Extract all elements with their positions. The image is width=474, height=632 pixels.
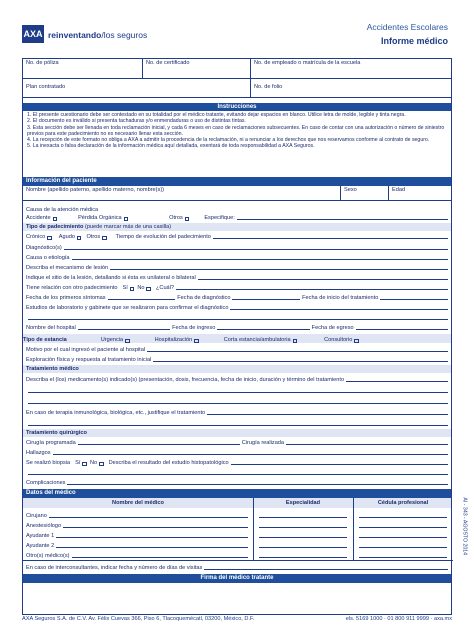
cirugia-programada-input[interactable] [78,444,240,445]
estudios-line-2 [26,312,450,321]
medicamentos-input[interactable] [346,381,448,382]
medico-row-otros [26,550,250,559]
edad-field[interactable] [389,186,453,200]
role-ayudante2: Ayudante 2 [26,543,55,549]
fecha-ingreso-input[interactable] [217,329,309,330]
anestesiologo-input[interactable] [63,527,248,528]
corta-label: Corta estancia/ambulatoria [223,337,291,343]
fecha-sintomas-label: Fecha de los primeros síntomas [26,295,106,301]
hospital-line [26,322,450,331]
hospital-label: Nombre del hospital [26,325,76,331]
biopsia-si-checkbox[interactable] [82,462,87,467]
ced-input-4[interactable] [359,547,447,548]
sitio-line [26,272,450,281]
causa-etiologia-label: Causa o etiología [26,255,70,261]
fecha-diagnostico-label: Fecha de diagnóstico [177,295,231,301]
inmunologica-label: En caso de terapia inmunológica, biológica, etc., justifique el tratamiento [26,410,206,416]
fecha-egreso-label: Fecha de egreso [311,325,354,331]
poliza-label: No. de póliza [26,60,59,66]
exploracion-label: Exploración física y respuesta al tratamiento inicial [26,357,152,363]
firma-band: Firma del médico tratante [23,574,451,583]
form-title: Accidentes Escolares [366,22,448,32]
consultorio-label: Consultorio [324,337,353,343]
certificado-field[interactable] [143,59,251,78]
axa-logo: AXA [22,25,44,43]
causa-label: Causa de la atención médica [26,207,99,213]
plan-field[interactable] [23,79,251,97]
histopatologico-input-2[interactable] [28,474,448,475]
exploracion-line [26,354,450,363]
motivo-input[interactable] [147,351,448,352]
medico-row-ayudante1 [26,530,250,539]
urgencia-checkbox[interactable] [125,339,130,344]
relacion-label: Tiene relación con otro padecimiento [26,285,118,291]
col-nombre-header: Nombre del médico [112,500,164,506]
tipo-padecimiento-note: (puede marcar más de una casilla) [84,224,172,230]
biopsia-line-2 [26,467,450,476]
certificado-label: No. de certificado [146,60,190,66]
ced-input-5[interactable] [359,557,447,558]
otros2-checkbox[interactable] [102,236,107,241]
hallazgos-input[interactable] [53,454,448,455]
relacion-no-checkbox[interactable] [146,287,151,292]
hospitalizacion-checkbox[interactable] [194,339,199,344]
cual-label: ¿Cuál? [155,285,175,291]
accidente-checkbox[interactable] [53,217,58,222]
plan-label: Plan contratado [26,84,66,90]
tipo-options [26,231,450,240]
form-subtitle: Informe médico [380,36,448,46]
especifique-input[interactable] [237,219,448,220]
medicamentos-line-3 [26,396,450,405]
medicamentos-label: Describa el (los) medicamento(s) indicado(s) (presentación, dosis, frecuencia, fecha de inicio, duración y término del tratamiento [26,377,345,383]
diagnostico-label: Diagnóstico(s) [26,245,62,251]
hospital-input[interactable] [78,329,170,330]
cronico-label: Crónico [26,234,46,240]
tiempo-label: Tiempo de evolución del padecimiento [115,234,211,240]
instrucciones-band: Instrucciones [23,103,451,111]
esp-input-5[interactable] [259,557,347,558]
fecha-diagnostico-input[interactable] [232,299,300,300]
otros-medicos-input[interactable] [72,557,248,558]
diagnostico-input[interactable] [64,249,448,250]
esp-input-3[interactable] [259,537,347,538]
hospitalizacion-label: Hospitalización [154,337,193,343]
interconsultantes-label: En caso de interconsultantes, indicar fecha y número de días de visitas [26,565,203,571]
cirugia-programada-label: Cirugía programada [26,440,76,446]
perdida-checkbox[interactable] [124,217,129,222]
corta-checkbox[interactable] [293,339,298,344]
folio-label: No. de folio [254,84,283,90]
hallazgos-line [26,447,450,456]
nombre-field[interactable] [23,186,341,200]
form-frame [22,58,452,615]
sitio-label: Indique el sitio de la lesión, detallando si ésta es unilateral o bilateral [26,275,196,281]
instruccion-4: 4. La recepción de este formato no obliga a AXA a admitir la procedencia de la reclamación, ni a renunciar a los derechos que nos reservamos conforme al contrato de seguro. [27,137,430,144]
cirugia-realizada-input[interactable] [286,444,448,445]
estudios-label: Estudios de laboratorio y gabinete que se realizaron para confirmar el diagnóstico [26,305,229,311]
nombre-row [23,186,451,201]
causa-etiologia-input[interactable] [72,259,448,260]
role-ayudante1: Ayudante 1 [26,533,55,539]
biopsia-label: Se realizó biopsia [26,460,71,466]
complicaciones-line [26,477,450,486]
esp-input-4[interactable] [259,547,347,548]
motivo-label: Motivo por el cual ingresó el paciente al hospital [26,347,146,353]
otros2-label: Otros [86,234,101,240]
col-especialidad-header: Especialidad [285,500,321,506]
role-anestesiologo: Anestesiólogo [26,523,62,529]
fechas-line [26,292,450,301]
empleado-field[interactable] [251,59,453,78]
medico-row-ayudante2 [26,540,250,549]
interconsultantes-input[interactable] [204,569,448,570]
perdida-label: Pérdida Orgánica [78,215,122,221]
form-code: AI - 343 - AGOSTO 2014 [462,497,468,555]
sexo-label: Sexo [344,187,357,193]
histopatologico-input[interactable] [231,464,448,465]
estudios-line [26,302,450,311]
fecha-egreso-input[interactable] [356,329,448,330]
tipo-estancia-label: Tipo de estancia [23,337,67,343]
mecanismo-line [26,262,450,271]
biopsia-line [26,457,450,466]
tipo-padecimiento-band [23,223,451,231]
fecha-sintomas-input[interactable] [108,299,176,300]
role-otros: Otro(s) médico(s) [26,553,70,559]
sexo-field[interactable] [341,186,389,200]
mecanismo-input[interactable] [110,269,448,270]
top-fields-row-2 [23,79,451,98]
cirugia-realizada-label: Cirugía realizada [241,440,285,446]
complicaciones-input[interactable] [67,484,448,485]
complicaciones-label: Complicaciones [26,480,66,486]
tratamiento-medico-label: Tratamiento médico [26,366,79,372]
instruccion-1: 1. El presente cuestionario debe ser contestado en su totalidad por el médico tratante, evitando dejar espacios en blanco. Utilice letra de molde, legible y tinta negra. [27,112,406,118]
inmunologica-line-2 [26,418,450,427]
diagnostico-line [26,242,450,251]
ced-input-3[interactable] [359,537,447,538]
ayudante1-input[interactable] [56,537,248,538]
consultorio-checkbox[interactable] [354,339,359,344]
inmunologica-input-2[interactable] [28,425,448,426]
paciente-band: Información del paciente [23,177,451,186]
empleado-label: No. de empleado o matrícula de la escuela [254,60,361,66]
medicamentos-line-2 [26,385,450,394]
tipo-estancia-band [23,334,451,343]
inmunologica-line [26,407,450,416]
fecha-ingreso-label: Fecha de ingreso [172,325,216,331]
biopsia-si-label: Sí [75,460,81,466]
instruccion-2: 2. El documento es inválido si presenta tachaduras y/o enmendaduras o uso de distintas tintas. [27,118,246,125]
folio-field[interactable] [251,79,453,97]
accidente-label: Accidente [26,215,51,221]
col-cedula-header: Cédula profesional [377,500,429,506]
causa-options [26,212,450,221]
medicamentos-input-3[interactable] [28,403,448,404]
motivo-line [26,344,450,353]
estudios-input-2[interactable] [28,319,448,320]
causa-etiologia-line [26,252,450,261]
agudo-label: Agudo [58,234,75,240]
otros-checkbox[interactable] [185,217,190,222]
medicamentos-input-2[interactable] [28,392,448,393]
fecha-tratamiento-input[interactable] [380,299,448,300]
medico-table-header [23,498,451,508]
cirujano-input[interactable] [49,517,248,518]
relacion-si-checkbox[interactable] [130,287,135,292]
cual-input[interactable] [176,289,448,290]
exploracion-input[interactable] [153,361,448,362]
tratamiento-medico-band [23,365,451,373]
firma-area[interactable] [23,583,451,614]
inmunologica-input[interactable] [207,414,448,415]
estudios-input[interactable] [230,309,448,310]
tratamiento-quirurgico-band [23,429,451,437]
instruccion-5: 5. La inexacta o falsa declaración de la información médica aquí detallada, exentará de toda responsabilidad a AXA Seguros. [27,143,315,150]
relacion-no-label: No [137,285,145,291]
relacion-si-label: Sí [122,285,128,291]
cirugia-line [26,437,450,446]
esp-input-1[interactable] [259,517,347,518]
esp-input-2[interactable] [259,527,347,528]
medico-band: Datos del médico [23,489,451,498]
ayudante2-input[interactable] [56,547,248,548]
cronico-checkbox[interactable] [47,236,52,241]
medico-row-cirujano [26,510,250,519]
footer-address: AXA Seguros S.A. de C.V. Av. Félix Cuevas 366, Piso 6, Tlacoquemécatl, 03200, México, D.F. [22,616,255,622]
histopatologico-label: Describa el resultado del estudio histopatológico [108,460,229,466]
especifique-label: Especifique: [204,215,235,221]
nombre-label: Nombre (apellido paterno, apellido materno, nombre(s)) [26,187,165,193]
interconsultantes-line [26,562,450,571]
urgencia-label: Urgencia [100,337,124,343]
ced-input-2[interactable] [359,527,447,528]
role-cirujano: Cirujano [26,513,47,519]
mecanismo-label: Describa el mecanismo de lesión [26,265,109,271]
poliza-field[interactable] [23,59,143,78]
sitio-input[interactable] [198,279,448,280]
medico-row-anestesiologo [26,520,250,529]
top-fields-row-1 [23,59,451,79]
tiempo-input[interactable] [213,238,448,239]
ced-input-1[interactable] [359,517,447,518]
biopsia-no-checkbox[interactable] [99,462,104,467]
estancia-options [23,334,447,343]
tratamiento-quirurgico-label: Tratamiento quirúrgico [26,430,87,436]
hallazgos-label: Hallazgos [26,450,51,456]
agudo-checkbox[interactable] [77,236,82,241]
tipo-padecimiento-label: Tipo de padecimiento [26,224,84,230]
footer-contact: els. 5169 1000 · 01 800 911 9999 · axa.mx [345,616,452,622]
tagline: reinventando/los seguros [48,30,148,40]
fecha-tratamiento-label: Fecha de inicio del tratamiento [302,295,379,301]
edad-label: Edad [392,187,406,193]
instrucciones-list [27,112,447,150]
instruccion-3: 3. Esta sección debe ser llenada en toda reclamación inicial, y cada 6 meses en caso de reclamaciones subsecuentes. En caso de contar con una autorización o número de siniestro previos para este padecimiento no es necesario llenar esta sección. [27,124,445,137]
medicamentos-line [26,374,450,383]
relacion-line [26,282,450,291]
biopsia-no-label: No [89,460,98,466]
otros-label: Otros [169,215,183,221]
